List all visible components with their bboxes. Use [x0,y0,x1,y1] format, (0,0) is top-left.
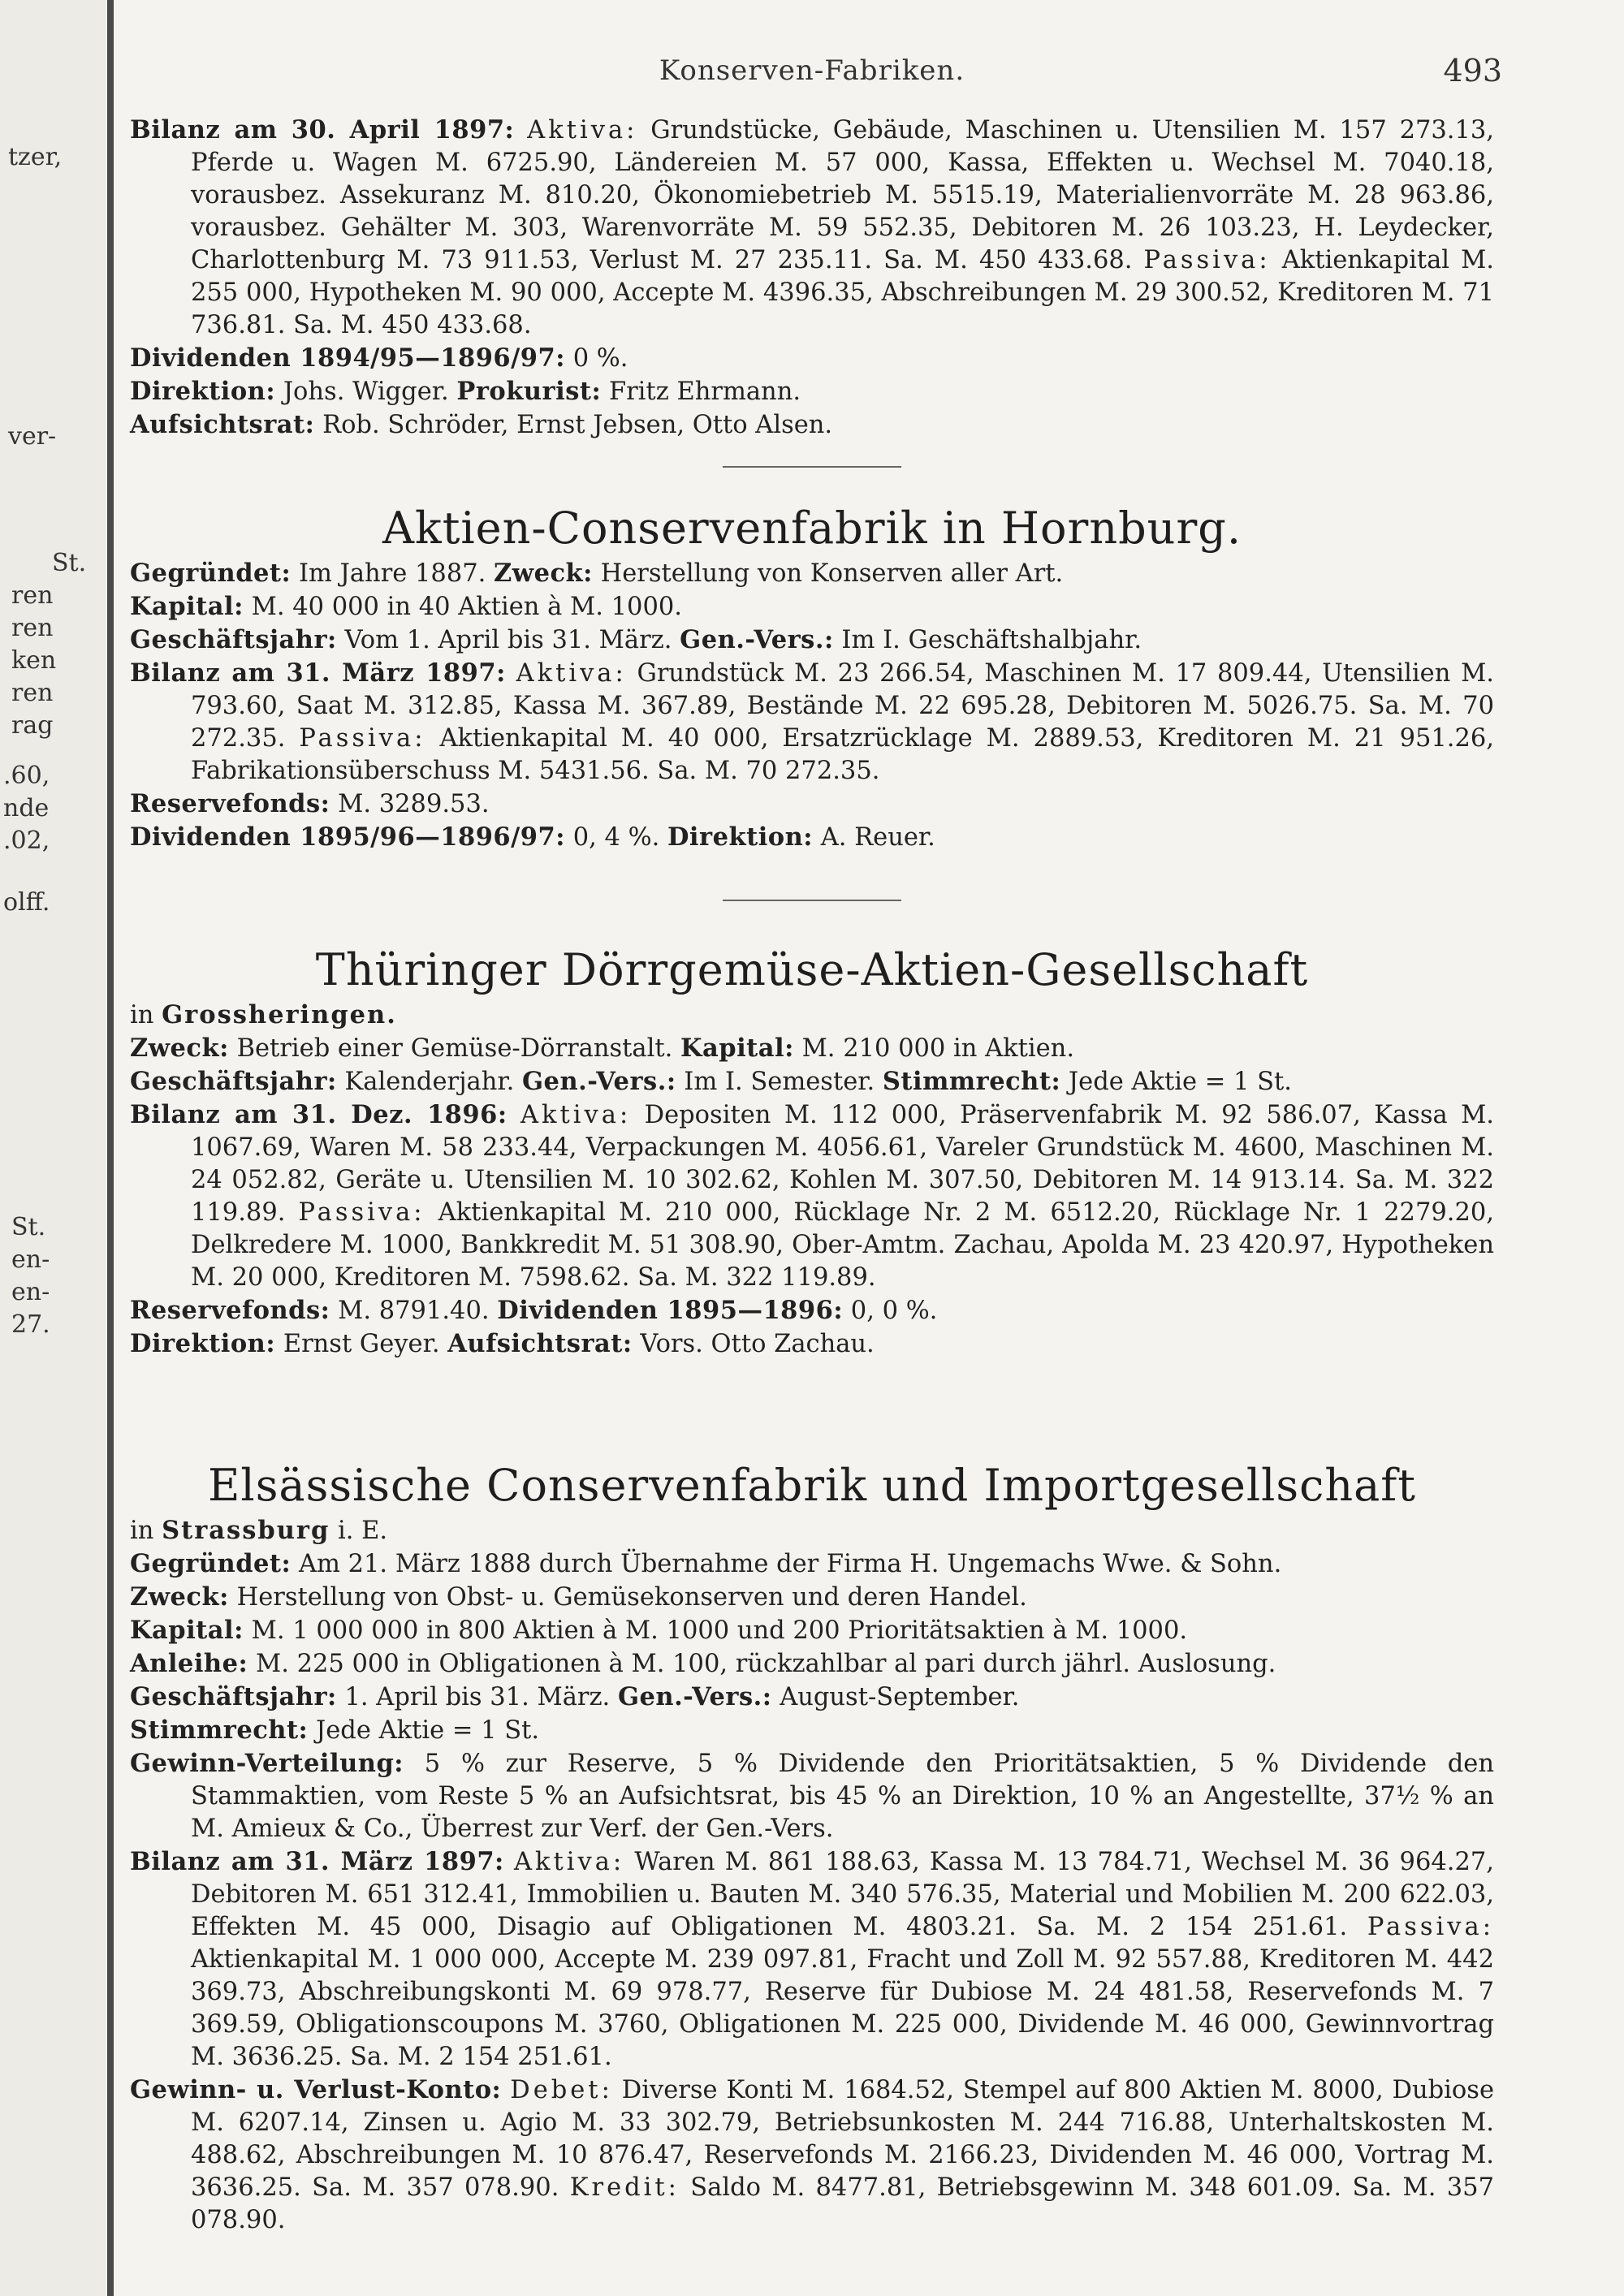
entry-title: Thüringer Dörrgemüse-Aktien-Gesellschaft [315,944,1309,995]
entry-location: in Strassburg i. E. [130,1516,388,1545]
margin-fragment: ren [11,614,54,642]
adjacent-page-strip [0,0,106,2296]
geschaeftsjahr-line: Geschäftsjahr: Vom 1. April bis 31. März. Gen.-Vers.: Im I. Geschäftshalbjahr. [130,625,1142,654]
direktion-line: Direktion: Johs. Wigger. Prokurist: Fritz Ehrmann. [130,377,801,406]
margin-fragment: en- [11,1245,50,1274]
direktion-line: Direktion: Ernst Geyer. Aufsichtsrat: Vors. Otto Zachau. [130,1329,875,1358]
bilanz-paragraph: Bilanz am 31. Dez. 1896: Aktiva: Depositen M. 112 000, Präservenfabrik M. 92 586.07, Kassa M. 1067.69, Waren M. 58 233.44, Verpackungen M. 4056.61, Vareler Grundstück M. 4600, Maschinen M. 24 052.82, Geräte u. Utensilien M. 10 302.62, Kohlen M. 307.50, Debitoren M. 14 913.14. Sa. M. 322 119.89. Passiva: Aktienkapital M. 210 000, Rücklage Nr. 2 M. 6512.20, Rücklage Nr. 1 2279.20, Delkredere M. 1000, Bankkredit M. 51 308.90, Ober-Amtm. Zachau, Apolda M. 23 420.97, Hypotheken M. 20 000, Kreditoren M. 7598.62. Sa. M. 322 119.89. [130,1100,1494,1292]
margin-fragment: ren [11,581,54,610]
entry-title: Elsässische Conservenfabrik und Importgesellschaft [208,1460,1416,1511]
section-separator [723,466,901,468]
page-number: 493 [1443,53,1502,88]
dividenden-line: Dividenden 1894/95—1896/97: 0 %. [130,343,628,373]
entry-hornburg [130,500,1494,854]
anleihe-line: Anleihe: M. 225 000 in Obligationen à M. 100, rückzahlbar al pari durch jährl. Auslosung. [130,1649,1276,1678]
margin-fragment: tzer, [8,143,63,171]
entry-grossheringen [130,942,1494,1361]
gegruendet-line: Gegründet: Im Jahre 1887. Zweck: Herstellung von Konserven aller Art. [130,559,1064,588]
reservefonds-line: Reservefonds: M. 3289.53. [130,789,490,818]
running-head: Konserven-Fabriken. [659,54,965,87]
geschaeftsjahr-line: Geschäftsjahr: Kalenderjahr. Gen.-Vers.: Im I. Semester. Stimmrecht: Jede Aktie = 1 St. [130,1067,1292,1096]
stimmrecht-line: Stimmrecht: Jede Aktie = 1 St. [130,1716,540,1745]
gegruendet-line: Gegründet: Am 21. März 1888 durch Übernahme der Firma H. Ungemachs Wwe. & Sohn. [130,1549,1282,1578]
reservefonds-line: Reservefonds: M. 8791.40. Dividenden 1895—1896: 0, 0 %. [130,1296,938,1325]
margin-fragment: olff. [3,888,50,917]
entry-strassburg [130,1457,1494,2237]
aufsichtsrat-line: Aufsichtsrat: Rob. Schröder, Ernst Jebsen, Otto Alsen. [130,410,833,439]
entry-title: Aktien-Conservenfabrik in Hornburg. [382,503,1242,554]
margin-fragment: St. [52,549,87,577]
bilanz-paragraph: Bilanz am 31. März 1897: Aktiva: Grundstück M. 23 266.54, Maschinen M. 17 809.44, Utensilien M. 793.60, Saat M. 312.85, Kassa M. 367.89, Bestände M. 22 695.28, Debitoren M. 5026.75. Sa. M. 70 272.35. Passiva: Aktienkapital M. 40 000, Ersatzrücklage M. 2889.53, Kreditoren M. 21 951.26, Fabrikationsüberschuss M. 5431.56. Sa. M. 70 272.35. [130,658,1495,785]
entry-location: in Grossheringen. [130,1000,397,1029]
kapital-line: Kapital: M. 1 000 000 in 800 Aktien à M. 1000 und 200 Prioritätsaktien à M. 1000. [130,1616,1188,1645]
dividenden-line: Dividenden 1895/96—1896/97: 0, 4 %. Direktion: A. Reuer. [130,822,935,852]
gewinnverteilung-paragraph: Gewinn-Verteilung: 5 % zur Reserve, 5 % Dividende den Prioritätsaktien, 5 % Dividende den Stammaktien, vom Reste 5 % an Aufsichtsrat, bis 45 % an Direktion, 10 % an Angestellte, 37½ % an M. Amieux & Co., Überrest zur Verf. der Gen.-Vers. [130,1749,1494,1843]
margin-fragment: .02, [3,826,50,855]
entry-continuation [130,114,1494,442]
margin-fragment: nde [3,794,50,822]
margin-fragment: rag [11,711,54,740]
zweck-line: Zweck: Herstellung von Obst- u. Gemüsekonserven und deren Handel. [130,1582,1027,1612]
geschaeftsjahr-line: Geschäftsjahr: 1. April bis 31. März. Gen.-Vers.: August-September. [130,1682,1020,1711]
guv-paragraph: Gewinn- u. Verlust-Konto: Debet: Diverse Konti M. 1684.52, Stempel auf 800 Aktien M. 8000, Dubiose M. 6207.14, Zinsen u. Agio M. 33 302.79, Betriebsunkosten M. 244 716.88, Unterhaltskosten M. 488.62, Abschreibungen M. 10 876.47, Reservefonds M. 2166.23, Dividenden M. 46 000, Vortrag M. 3636.25. Sa. M. 357 078.90. Kredit: Saldo M. 8477.81, Betriebsgewinn M. 348 601.09. Sa. M. 357 078.90. [130,2075,1494,2234]
page-header [122,50,1502,91]
bilanz-paragraph: Bilanz am 31. März 1897: Aktiva: Waren M. 861 188.63, Kassa M. 13 784.71, Wechsel M. 36 964.27, Debitoren M. 651 312.41, Immobilien u. Bauten M. 340 576.35, Material und Mobilien M. 200 622.03, Effekten M. 45 000, Disagio auf Obligationen M. 4803.21. Sa. M. 2 154 251.61. Passiva: Aktienkapital M. 1 000 000, Accepte M. 239 097.81, Fracht und Zoll M. 92 557.88, Kreditoren M. 442 369.73, Abschreibungskonti M. 69 978.77, Reserve für Dubiose M. 24 481.58, Reservefonds M. 7 369.59, Obligationscoupons M. 3760, Obligationen M. 225 000, Dividende M. 46 000, Gewinnvortrag M. 3636.25. Sa. M. 2 154 251.61. [130,1847,1494,2071]
margin-fragment: ren [11,679,54,707]
kapital-line: Kapital: M. 40 000 in 40 Aktien à M. 1000. [130,592,682,621]
margin-fragment: ken [11,646,57,675]
gutter-rule [107,0,114,2296]
margin-fragment: ver- [8,422,57,451]
margin-fragment: en- [11,1278,50,1306]
bilanz-paragraph: Bilanz am 30. April 1897: Aktiva: Grundstücke, Gebäude, Maschinen u. Utensilien M. 157 273.13, Pferde u. Wagen M. 6725.90, Ländereien M. 57 000, Kassa, Effekten u. Wechsel M. 7040.18, vorausbez. Assekuranz M. 810.20, Ökonomiebetrieb M. 5515.19, Materialienvorräte M. 28 963.86, vorausbez. Gehälter M. 303, Warenvorräte M. 59 552.35, Debitoren M. 26 103.23, H. Leydecker, Charlottenburg M. 73 911.53, Verlust M. 27 235.11. Sa. M. 450 433.68. Passiva: Aktienkapital M. 255 000, Hypotheken M. 90 000, Accepte M. 4396.35, Abschreibungen M. 29 300.52, Kreditoren M. 71 736.81. Sa. M. 450 433.68. [130,115,1495,339]
margin-fragment: .60, [3,762,50,790]
margin-fragment: St. [11,1213,46,1241]
zweck-line: Zweck: Betrieb einer Gemüse-Dörranstalt. Kapital: M. 210 000 in Aktien. [130,1034,1075,1063]
section-separator [723,900,901,901]
margin-fragment: 27. [11,1310,50,1339]
